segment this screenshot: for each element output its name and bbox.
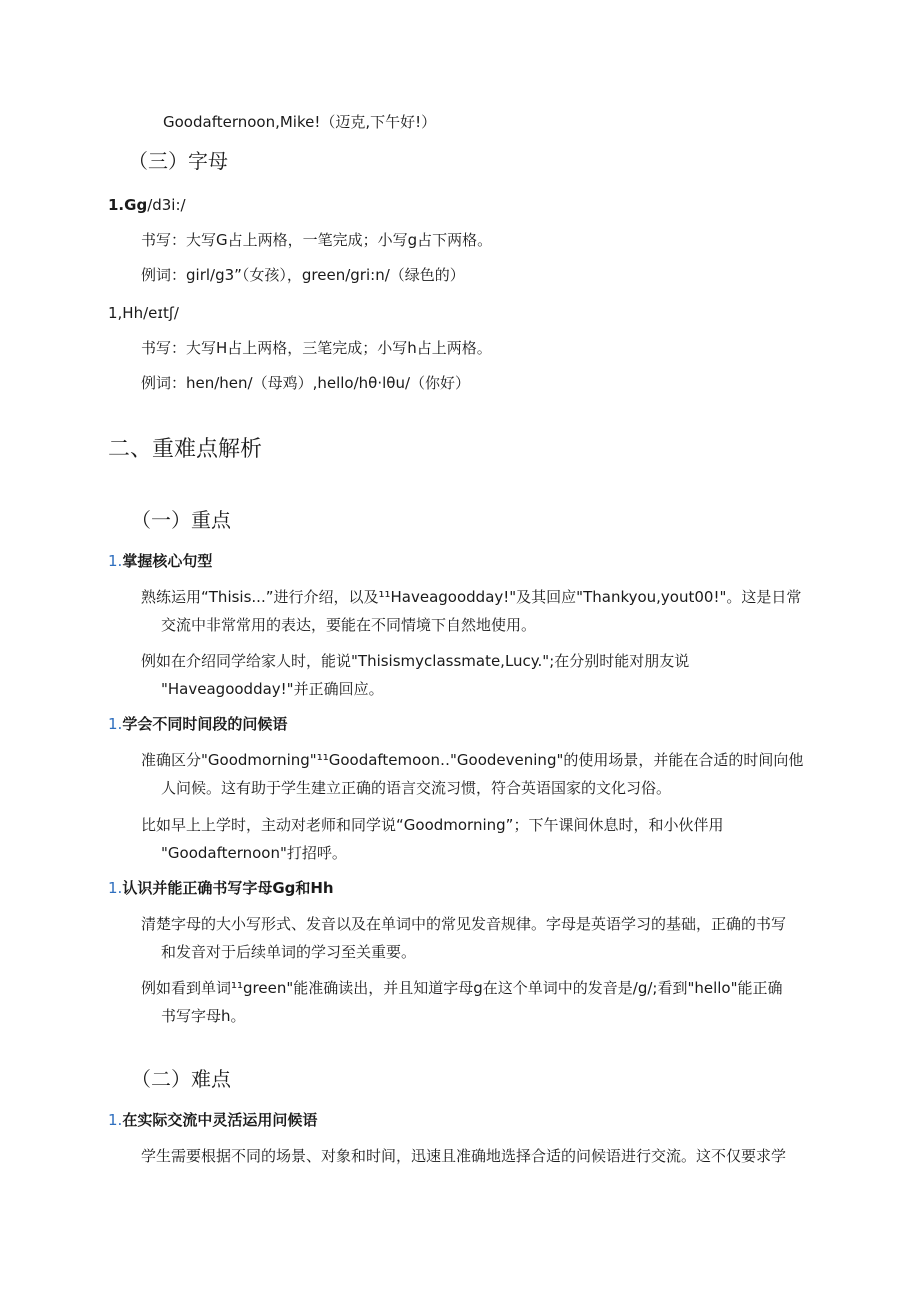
key-point-number: 1. [108, 552, 123, 570]
part-two-heading: 二、重难点解析 [108, 437, 263, 462]
key-point-paragraph-line: 清楚字母的大小写形式、发音以及在单词中的常见发音规律。字母是英语学习的基础，正确的书写 [141, 915, 787, 933]
key-point-paragraph-line: 准确区分"Goodmorning"¹¹Goodaftemoon‥"Goodevening"的使用场景，并能在合适的时间向他 [141, 751, 804, 769]
example-sentence-line: Goodafternoon,Mike!（迈克,下午好!） [163, 113, 437, 131]
key-point-title-text: 学会不同时间段的问候语 [122, 715, 288, 733]
key-point-paragraph-line: 例如在介绍同学给家人时，能说"Thisismyclassmate,Lucy.";在分别时能对朋友说 [141, 652, 690, 670]
key-point-paragraph-line: 熟练运用“Thisis...”进行介绍，以及¹¹Haveagoodday!"及其回应"Thankyou,yout00!"。这是日常 [141, 588, 802, 606]
key-point-number: 1. [108, 879, 123, 897]
key-point-paragraph-line: 比如早上上学时，主动对老师和同学说“Goodmorning”；下午课间休息时，和小伙伴用 [141, 816, 724, 834]
section-heading-letters: （三）字母 [128, 149, 228, 173]
difficult-points-heading: （二）难点 [131, 1067, 231, 1091]
key-point-title-text: 认识并能正确书写字母Gg和Hh [122, 879, 334, 897]
key-point-title [108, 878, 334, 898]
letter-h-writing: 书写：大写H占上两格，三笔完成；小写h占上两格。 [141, 339, 492, 357]
key-point-paragraph-line: 书写字母h。 [161, 1007, 246, 1025]
letter-g-title [108, 195, 186, 215]
key-point-paragraph-line: "Goodafternoon"打招呼。 [161, 844, 347, 862]
key-point-title-text: 掌握核心句型 [122, 552, 213, 570]
difficult-point-paragraph-line: 学生需要根据不同的场景、对象和时间，迅速且准确地选择合适的问候语进行交流。这不仅要求学 [141, 1147, 787, 1165]
key-point-paragraph-line: 交流中非常常用的表达，要能在不同情境下自然地使用。 [161, 616, 537, 634]
letter-g-label: 1.Gg [108, 196, 148, 214]
letter-g-example: 例词：girl∕g3”（女孩），green/gri:n/（绿色的） [141, 266, 465, 284]
key-point-paragraph-line: "Haveagoodday!"并正确回应。 [161, 680, 384, 698]
key-point-title [108, 714, 287, 734]
key-points-heading: （一）重点 [131, 508, 231, 532]
letter-h-title: 1,Hh∕eɪtʃ∕ [108, 304, 179, 322]
difficult-point-title [108, 1110, 317, 1130]
key-point-paragraph-line: 人问候。这有助于学生建立正确的语言交流习惯，符合英语国家的文化习俗。 [161, 779, 672, 797]
letter-g-phonetic: /d3i:/ [147, 196, 186, 214]
difficult-point-number: 1. [108, 1111, 123, 1129]
difficult-point-title-text: 在实际交流中灵活运用问候语 [122, 1111, 318, 1129]
key-point-number: 1. [108, 715, 123, 733]
key-point-paragraph-line: 和发音对于后续单词的学习至关重要。 [161, 943, 417, 961]
letter-g-writing: 书写：大写G占上两格，一笔完成；小写g占下两格。 [141, 231, 493, 249]
key-point-paragraph-line: 例如看到单词¹¹green"能准确读出，并且知道字母g在这个单词中的发音是/g/;看到"hello"能正确 [141, 979, 783, 997]
letter-h-example: 例词：hen∕hen∕（母鸡）,hello∕hθ·lθu∕（你好） [141, 374, 471, 392]
key-point-title [108, 551, 212, 571]
